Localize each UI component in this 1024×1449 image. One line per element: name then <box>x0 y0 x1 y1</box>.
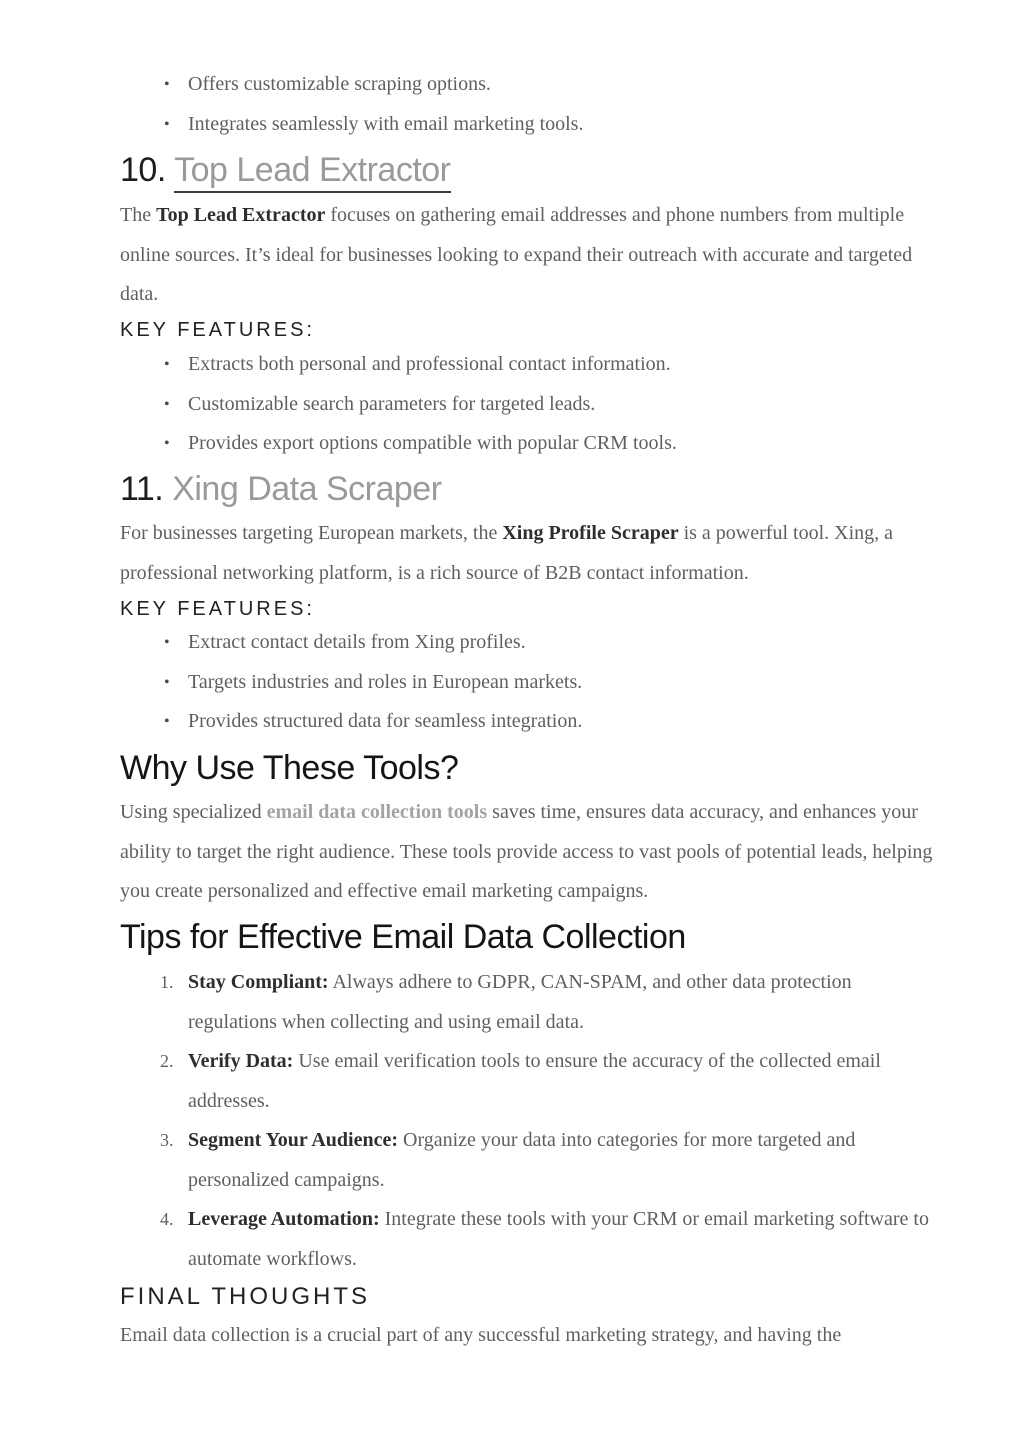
top-feature-list <box>120 65 940 144</box>
list-item: • Integrates seamlessly with email marketing tools. <box>120 105 940 145</box>
tip-text: Organize your data into categories for more targeted and personalized campaigns. <box>188 1129 856 1191</box>
tip-text: Use email verification tools to ensure the accuracy of the collected email addresses. <box>188 1050 881 1112</box>
final-thoughts-heading: FINAL THOUGHTS <box>120 1283 371 1310</box>
tip-title: Segment Your Audience: <box>188 1129 398 1151</box>
final-thoughts-paragraph: Email data collection is a crucial part of any successful marketing strategy, and having the <box>120 1324 842 1346</box>
why-text: Using specialized <box>120 801 267 823</box>
list-item <box>120 1200 940 1279</box>
tips-heading: Tips for Effective Email Data Collection <box>120 918 686 956</box>
list-number: 4. <box>160 1209 174 1229</box>
tip-text: Always adhere to GDPR, CAN-SPAM, and other data protection regulations when collecting and using email data. <box>188 971 852 1033</box>
list-item: • Extract contact details from Xing profiles. <box>120 623 940 663</box>
list-item <box>120 963 940 1042</box>
tool-11-heading <box>120 469 442 509</box>
list-number: 1. <box>160 972 174 992</box>
desc-text: The <box>120 204 157 226</box>
tips-list <box>120 963 940 1279</box>
tool-10-number: 10. <box>120 151 166 189</box>
tool-11-name-bold: Xing Profile Scraper <box>502 522 679 544</box>
why-text: saves time, ensures data accuracy, and enhances your ability to target the right audience. These tools provide access to vast pools of potential leads, helping you create personalized and effective email marketing campaigns. <box>120 801 933 902</box>
tip-title: Verify Data: <box>188 1050 294 1072</box>
list-number: 3. <box>160 1130 174 1150</box>
list-number: 2. <box>160 1051 174 1071</box>
tool-10-name-bold: Top Lead Extractor <box>156 204 326 226</box>
tool-10-description <box>120 196 940 315</box>
tip-text: Integrate these tools with your CRM or email marketing software to automate workflows. <box>188 1208 929 1270</box>
list-item: • Targets industries and roles in European markets. <box>120 663 940 703</box>
tool-11-link[interactable]: Xing Data Scraper <box>172 470 442 508</box>
tool-10-features-heading: KEY FEATURES: <box>120 319 315 341</box>
why-heading: Why Use These Tools? <box>120 749 459 787</box>
tool-11-feature-list <box>120 623 940 742</box>
tip-title: Leverage Automation: <box>188 1208 380 1230</box>
desc-text: is a powerful tool. Xing, a professional networking platform, is a rich source of B2B contact information. <box>120 522 893 584</box>
email-tools-link[interactable]: email data collection tools <box>266 801 488 823</box>
list-item: • Customizable search parameters for targeted leads. <box>120 385 940 425</box>
list-item: • Provides export options compatible with popular CRM tools. <box>120 424 940 464</box>
tip-title: Stay Compliant: <box>188 971 329 993</box>
list-item <box>120 1121 940 1200</box>
list-item <box>120 1042 940 1121</box>
why-paragraph <box>120 793 940 912</box>
tool-10-feature-list <box>120 345 940 464</box>
list-item: • Extracts both personal and professional contact information. <box>120 345 940 385</box>
list-item: • Offers customizable scraping options. <box>120 65 940 105</box>
tool-11-number: 11. <box>120 470 164 508</box>
list-item: • Provides structured data for seamless integration. <box>120 702 940 742</box>
tool-10-heading <box>120 150 451 190</box>
tool-11-description <box>120 514 940 593</box>
desc-text: focuses on gathering email addresses and phone numbers from multiple online sources. It’s ideal for businesses looking to expand their outreach with accurate and targeted data. <box>120 204 913 305</box>
tool-10-link[interactable]: Top Lead Extractor <box>174 151 450 193</box>
desc-text: For businesses targeting European markets, the <box>120 522 503 544</box>
tool-11-features-heading: KEY FEATURES: <box>120 598 315 620</box>
